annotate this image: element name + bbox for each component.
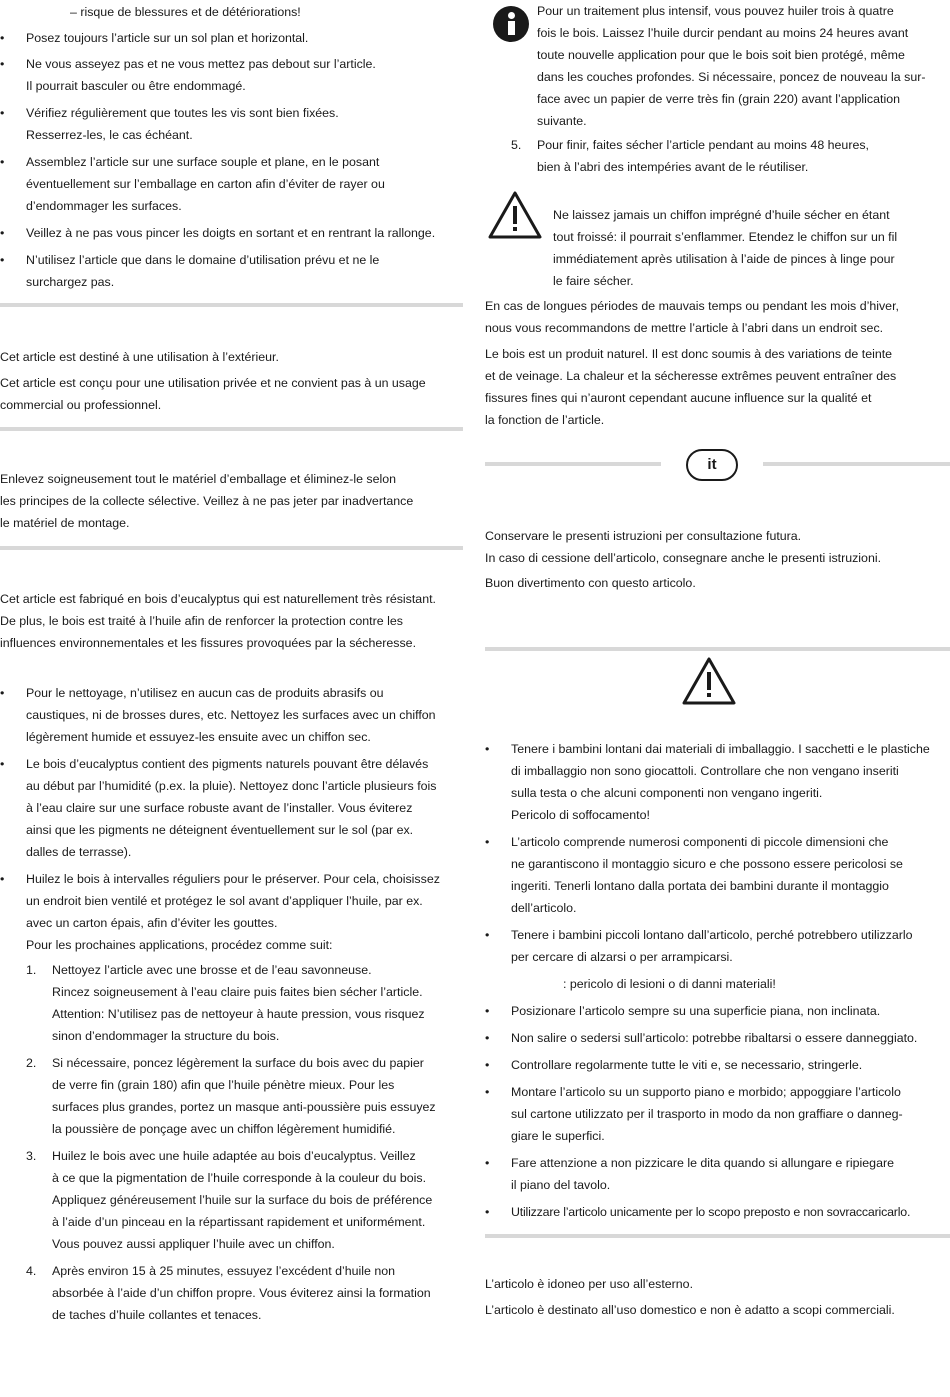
list-item [0,151,465,217]
list-item-text: N’utilisez l’article que dans le domaine d’utilisation prévu et ne le surchargez pas. [26,253,380,289]
step-number: 2. [26,1056,37,1070]
list-item-text: Controllare regolarmente tutte le viti e, se necessario, stringerle. [511,1058,863,1072]
it-usage-paragraph: L’articolo è destinato all’uso domestico e non è adatto a scopi commerciali. [485,1303,895,1317]
step-item [0,1145,465,1255]
list-item [485,738,950,826]
list-item-text: Vérifiez régulièrement que toutes les vis sont bien fixées. Resserrez-les, le cas échéant. [26,106,339,142]
bullet: • [485,1004,490,1018]
safety-bullet-list [0,27,465,293]
risk-line: – risque de blessures et de détériorations! [70,5,301,19]
bullet: • [0,686,5,700]
list-item-text: Le bois d’eucalyptus contient des pigments naturels pouvant être délavés au début par l’humidité (p.ex. la pluie). Nettoyez donc l’article plusieurs fois à l’eau claire sur une surface robuste avant de l’installer. Vous éviterez ainsi que les pigments ne déteignent éventuellement sur le sol (par ex. dalles de terrasse). [26,757,437,859]
section-divider [0,303,463,307]
step-item [485,134,950,178]
step-text: Pour finir, faites sécher l’article pendant au moins 48 heures, bien à l’abri des intempéries avant de le réutiliser. [537,138,869,174]
list-item [485,1152,950,1196]
bullet: • [0,226,5,240]
bullet: • [0,57,5,71]
step-item [0,1052,465,1140]
list-item-text: Non salire o sedersi sull’articolo: potrebbe ribaltarsi o essere danneggiato. [511,1031,918,1045]
bullet: • [0,31,5,45]
list-item-text: Veillez à ne pas vous pincer les doigts en sortant et en rentrant la rallonge. [26,226,436,240]
list-item-text: Utilizzare l’articolo unicamente per lo scopo preposto e non sovraccaricarlo. [511,1205,911,1219]
list-item-text: Pour le nettoyage, n’utilisez en aucun cas de produits abrasifs ou caustiques, ni de brosses dures, etc. Nettoyez les surfaces avec un chiffon légèrement humide et essuyez-les ensuite avec un chiffon sec. [26,686,436,744]
list-item-text: Posizionare l’articolo sempre su una superficie piana, non inclinata. [511,1004,881,1018]
it-safety-list [485,738,950,1223]
warning-note-text: Ne laissez jamais un chiffon imprégné d’huile sécher en étant tout froissé: il pourrait s’enflammer. Etendez le chiffon sur un fil immédiatement après utilisation à l’aide de pinces à linge pour le faire sécher. [553,208,898,288]
steps-intro: Pour les prochaines applications, procédez comme suit: [26,938,333,952]
section-divider [0,546,463,550]
language-badge: it [686,449,738,481]
section-divider [485,1234,950,1238]
material-paragraph: Cet article est fabriqué en bois d’eucalyptus qui est naturellement très résistant. De plus, le bois est traité à l’huile afin de renforcer la protection contre les influences environnementales et les fissures provoquées par la sécheresse. [0,592,436,650]
risk-line: : pericolo di lesioni o di danni materiali! [563,977,776,991]
bullet: • [0,757,5,771]
step-text: Si nécessaire, poncez légèrement la surface du bois avec du papier de verre fin (grain 180) afin que l’huile pénètre mieux. Pour les surfaces plus grandes, portez un masque anti-poussière puis essuyez la poussière de ponçage avec un chiffon légèrement humidifié. [52,1056,436,1136]
list-item [0,249,465,293]
list-item-text: Tenere i bambini piccoli lontano dall’articolo, perché potrebbero utilizzarlo per cercare di alzarsi o per arrampicarsi. [511,928,913,964]
list-item [485,1201,950,1223]
list-item-text: Ne vous asseyez pas et ne vous mettez pas debout sur l’article. Il pourrait basculer ou être endommagé. [26,57,376,93]
list-item [0,53,465,97]
list-item [485,831,950,919]
bullet: • [485,1205,490,1219]
info-note [485,0,950,132]
step-number: 4. [26,1264,37,1278]
it-intro-paragraph: Buon divertimento con questo articolo. [485,576,696,590]
it-intro-paragraph: Conservare le presenti istruzioni per consultazione futura. In caso di cessione dell’articolo, consegnare anche le presenti istruzioni. [485,529,882,565]
warning-icon [487,190,543,240]
bullet: • [0,872,5,886]
bullet: • [485,835,490,849]
list-item [0,27,465,49]
usage-paragraph: Cet article est conçu pour une utilisation privée et ne convient pas à un usage commercial ou professionnel. [0,376,426,412]
natural-product-paragraph: Le bois est un produit naturel. Il est donc soumis à des variations de teinte et de veinage. La chaleur et la sécheresse extrêmes peuvent entraîner des fissures fines qui n’auront cependant aucune influence sur la qualité et la fonction de l’article. [485,347,897,427]
list-item [0,222,465,244]
bullet: • [485,1156,490,1170]
packaging-paragraph: Enlevez soigneusement tout le matériel d’emballage et éliminez-le selon les principes de la collecte sélective. Veillez à ne pas jeter par inadvertance le matériel de montage. [0,472,414,530]
section-divider [0,427,463,431]
list-item-text: Tenere i bambini lontani dai materiali di imballaggio. I sacchetti e le plastiche di imballaggio non sono giocattoli. Controllare che non vengano inseriti sulla testa o che alcuni componenti non vengano ingeriti. Pericolo di soffocamento! [511,742,930,822]
step-text: Nettoyez l’article avec une brosse et de l’eau savonneuse. Rincez soigneusement à l’eau claire puis faites bien sécher l’article. Attention: N’utilisez pas de nettoyeur à haute pression, vous risquez sinon d’endommager la structure du bois. [52,963,425,1043]
section-divider [485,647,950,651]
list-item-text: Huilez le bois à intervalles réguliers pour le préserver. Pour cela, choisissez un endroit bien ventilé et protégez le sol avant d’appliquer l’huile, par ex. avec un carton épais, afin d’éviter les gouttes. [26,872,440,930]
step-text: Après environ 15 à 25 minutes, essuyez l’excédent d’huile non absorbée à l’aide d’un chiffon propre. Vous éviterez ainsi la formation de taches d’huile collantes et tenaces. [52,1264,431,1322]
list-item-text: L’articolo comprende numerosi componenti di piccole dimensioni che ne garantiscono il montaggio sicuro e che possono essere pericolosi se ingeriti. Tenerli lontano dalla portata dei bambini durante il montaggio dell’articolo. [511,835,903,915]
care-bullet-list [0,682,465,956]
list-item [0,682,465,748]
bullet: • [485,1058,490,1072]
list-item-text: Montare l’articolo su un supporto piano e morbido; appoggiare l’articolo sul cartone utilizzato per il trasporto in modo da non graffiare o danneg- giare le superfici. [511,1085,903,1143]
step-text: Huilez le bois avec une huile adaptée au bois d’eucalyptus. Veillez à ce que la pigmentation de l’huile corresponde à la couleur du bois. Appliquez généreusement l’huile sur la surface du bois de préférence à l’aide d’un pinceau en la répartissant rapidement et uniformément. Vous pouvez aussi appliquer l’huile avec un chiffon. [52,1149,433,1251]
list-item-text: Posez toujours l’article sur un sol plan et horizontal. [26,31,309,45]
bullet: • [0,253,5,267]
section-divider [763,462,950,466]
step-item [0,959,465,1047]
info-note-text: Pour un traitement plus intensif, vous pouvez huiler trois à quatre fois le bois. Laissez l’huile durcir pendant au moins 24 heures avant toute nouvelle application pour que le bois soit bien protégé, même dans les couches profondes. Si nécessaire, poncez de nouveau la sur- face avec un papier de verre très fin (grain 220) avant l’application suivante. [537,4,926,128]
section-divider [485,462,661,466]
bullet: • [485,742,490,756]
bullet: • [0,106,5,120]
list-item [0,753,465,863]
list-item [485,1081,950,1147]
warning-note [485,204,950,292]
info-icon [493,6,529,42]
steps-list [0,959,465,1326]
list-item [0,868,465,956]
step-number: 3. [26,1149,37,1163]
list-item-text: Assemblez l’article sur une surface souple et plane, en le posant éventuellement sur l’emballage en carton afin d’éviter de rayer ou d’endommager les surfaces. [26,155,385,213]
step-number: 1. [26,963,37,977]
usage-paragraph: Cet article est destiné à une utilisation à l’extérieur. [0,350,279,364]
step-number: 5. [511,138,522,152]
list-item [485,924,950,968]
bullet: • [485,928,490,942]
weather-paragraph: En cas de longues périodes de mauvais temps ou pendant les mois d’hiver, nous vous recommandons de mettre l’article à l’abri dans un endroit sec. [485,299,899,335]
list-item [0,102,465,146]
bullet: • [485,1031,490,1045]
list-item-text: Fare attenzione a non pizzicare le dita quando si allungare e ripiegare il piano del tavolo. [511,1156,894,1192]
step-item [0,1260,465,1326]
it-usage-paragraph: L’articolo è idoneo per uso all’esterno. [485,1277,694,1291]
list-item [485,1000,950,1022]
bullet: • [0,155,5,169]
list-item [485,1027,950,1049]
bullet: • [485,1085,490,1099]
list-item [485,1054,950,1076]
warning-icon [681,656,737,706]
